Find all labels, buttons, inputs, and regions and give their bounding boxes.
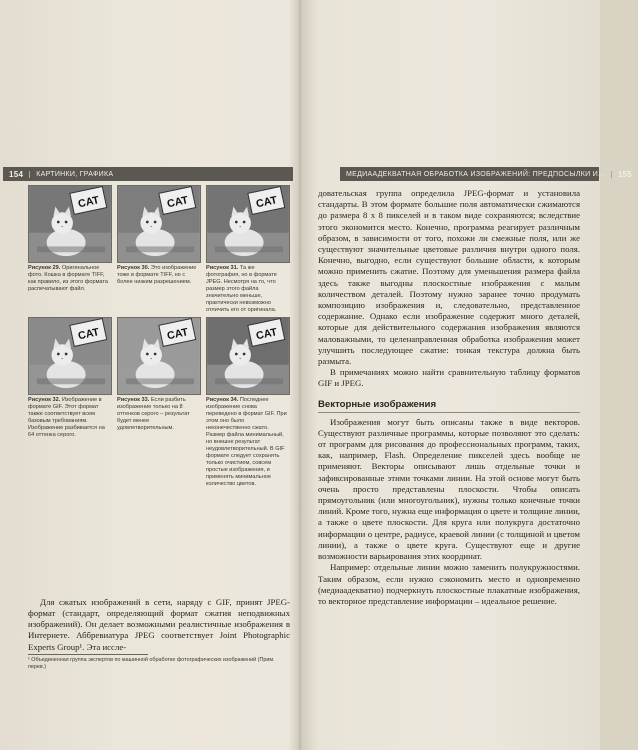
right-running-header [340,167,633,181]
figure-caption: Рисунок 31. Та же фотография, но в формате JPEG. Несмотря на то, что размер этого файла значительно меньше, практически невозможно отличить его от оригинала. [206,265,277,313]
cat-photo-svg [207,186,289,262]
cat-photo-34 [206,317,290,395]
paragraph-vectors: Изображения могут быть описаны также в виде векторов. Существуют различные программы, которые позволяют это сделать: от программ для рисования до профессиональных программ, таких, как, например, Flash. Определение пикселей здесь вообще не применяют. Векторы описывают лишь отдельные точки и зафиксированные этими точками линии. На этой основе могут быть очень просто представлены плоскости. Чтобы описать прямоугольник (или многоугольник), нужны только конечные точки линий. Кроме того, нужна еще информация о цвете и толщине линии, а также о цвете плоскости. Для круга или полукруга достаточно информации о центре, радиусе, краевой линии (с толщиной и цветом линии), а также о цвете круга. Существуют еще и другие возможности варьирования этих координат. [318,416,580,562]
cat-photo-svg [118,318,200,394]
cat-sign-text: CAT [166,326,190,343]
figure-29 [28,185,112,317]
cat-photo-32 [28,317,112,395]
cat-photo-svg [207,318,289,394]
cat-photo-svg [29,318,111,394]
cat-photo-31 [206,185,290,263]
paragraph-notes: В примечаниях можно найти сравнительную таблицу форматов GIF и JPEG. [318,367,580,389]
right-page-column [318,188,580,607]
left-page-number: 154 [9,169,24,179]
figure-caption: Рисунок 34. Последнее изображение снова переведено в формат GIF. При этом оно было неконечественно сжато. Размер файла минимальный, но внешне результат неудовлетворительный. В GIF формате следует сохранять только очистием, совсем простые изображения, и применять минимальное количество цветов. [206,397,287,487]
figure-32 [28,317,112,488]
figure-33 [117,317,201,488]
figure-31 [206,185,290,317]
figure-caption: Рисунок 33. Если разбить изображение только на 8 оттенков серого – результат будет менее удовлетворительным. [117,397,190,431]
figure-caption: Рисунок 30. Это изображение тоже в формате TIFF, но с более низким разрешением. [117,265,197,285]
figure-caption: Рисунок 29. Оригинальное фото. Кошка в формате TIFF, как правило, из этого формата распечатывают файл. [28,265,109,292]
paragraph-jpeg: довательская группа определила JPEG-формат и установила стандарты. В этом формате большие поля автоматически сжимаются до размера 8 х 8 пикселей и в таком виде сохраняются; вследствие этого экономится место. Конечно, программа реагирует различным образом, в зависимости от того, похожи ли смежные поля, или же существуют значительные цветовые различия внутри одного поля. Конечно, выгодно, если существуют большие области, к которым можно применить сжатие. Поэтому для уменьшения размера файла здесь также выгодны плоскостные изображения с малым количеством деталей. Поэтому нужно заранее точно продумать композицию изображения и, следовательно, представленное содержание. Однако если изображение содержит много деталей, которые для действительного содержания изображения являются маловажными, то целенаправленная обработка изображения может улучшить последующее сжатие: тонкая текстура должна быть размыта. [318,188,580,367]
cat-photo-svg [29,186,111,262]
cat-sign-text: CAT [77,194,101,211]
cat-photo-30 [117,185,201,263]
cat-photo-33 [117,317,201,395]
section-heading: Векторные изображения [318,399,580,413]
left-section-title: КАРТИНКИ, ГРАФИКА [29,171,119,178]
cat-sign-text: CAT [77,326,101,343]
page-fold [298,0,302,750]
footnote-rule [28,654,148,655]
left-body-text: Для сжатых изображений в сети, наряду с GIF, принят JPEG-формат (стандарт, определяющий формат сжатия неподвижных изображений). Он делает возможными реалистичные изображения в Интернете. Аббревиатура JPEG соответствует Joint Photographic Experts Group¹. Эта иссле- [28,596,290,652]
left-running-header [3,167,293,181]
cat-sign-text: CAT [255,194,279,211]
right-section-title: МЕДИААДЕКВАТНАЯ ОБРАБОТКА ИЗОБРАЖЕНИЙ: ПРЕДПОСЫЛКИ И... [340,171,612,178]
cat-sign-text: CAT [166,194,190,211]
cat-sign-text: CAT [255,326,279,343]
paragraph-example: Например: отдельные линии можно заменить полукружностями. Таким образом, если нужно сэкономить место и одновременно (медиаадекватно) подчеркнуть плоскостные плакатные изображения, то векторное представление информации – идеальное решение. [318,562,580,606]
figure-caption: Рисунок 32. Изображение в формате GIF. Этот формат также соответствует всем базовым требованиям. Изображение разбивается на 64 оттенка серого. [28,397,105,438]
figure-grid [28,185,290,488]
footnote: ¹ Объединенная группа экспертов по машинной обработке фотографических изображений (Прим. перев.) [28,657,275,670]
figure-30 [117,185,201,317]
cat-photo-29 [28,185,112,263]
figure-34 [206,317,290,488]
cat-photo-svg [118,186,200,262]
right-page-number: 155 [617,169,633,179]
